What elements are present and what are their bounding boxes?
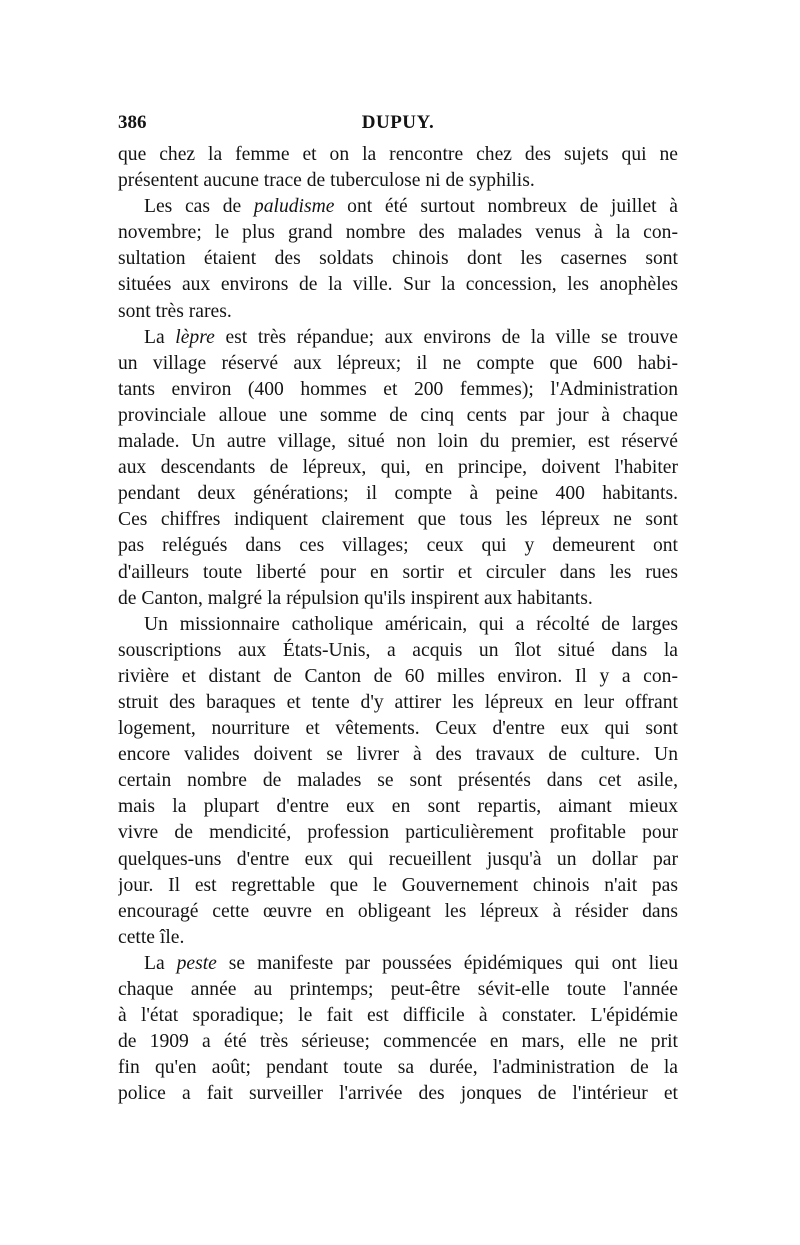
text-line: provinciale alloue une somme de cinq cents par jour à chaque (118, 404, 678, 426)
emphasized-term: peste (176, 952, 217, 974)
text-line: struit des baraques et tente d'y attirer les lépreux en leur offrant (118, 691, 678, 713)
text-line: novembre; le plus grand nombre des malades venus à la con- (118, 222, 678, 244)
text-line: Un missionnaire catholique américain, qui a récolté de larges (144, 613, 678, 635)
body-text (118, 142, 678, 1107)
text-line: mais la plupart d'entre eux en sont repartis, aimant mieux (118, 796, 678, 818)
text-line: tants environ (400 hommes et 200 femmes); l'Administration (118, 378, 678, 400)
running-head: DUPUY. (361, 112, 435, 133)
text-line: d'ailleurs toute liberté pour en sortir et circuler dans les rues (118, 561, 678, 583)
page-number: 386 (118, 112, 147, 133)
text-line: Les cas de paludisme ont été surtout nombreux de juillet à (144, 196, 678, 218)
text-line: certain nombre de malades se sont présentés dans cet asile, (118, 770, 678, 792)
text-line: Ces chiffres indiquent clairement que tous les lépreux ne sont (118, 509, 678, 531)
text-line: aux descendants de lépreux, qui, en principe, doivent l'habiter (118, 457, 678, 479)
text-line: pendant deux générations; il compte à peine 400 habitants. (118, 483, 678, 505)
text-line: situées aux environs de la ville. Sur la concession, les anophèles (118, 274, 678, 296)
text-line: encouragé cette œuvre en obligeant les lépreux à résider dans (118, 900, 678, 922)
text-line: à l'état sporadique; le fait est difficile à constater. L'épidémie (118, 1005, 678, 1027)
text-line: de Canton, malgré la répulsion qu'ils inspirent aux habitants. (118, 587, 593, 609)
text-line: fin qu'en août; pendant toute sa durée, l'administration de la (118, 1057, 678, 1079)
emphasized-term: paludisme (253, 196, 335, 218)
emphasized-term: lèpre (175, 326, 215, 348)
text-line: souscriptions aux États-Unis, a acquis un îlot situé dans la (118, 639, 678, 661)
book-page (118, 112, 678, 1107)
text-line: un village réservé aux lépreux; il ne compte que 600 habi- (118, 352, 678, 374)
page-header (118, 112, 678, 142)
text-line: cette île. (118, 926, 185, 948)
text-line: pas relégués dans ces villages; ceux qui y demeurent ont (118, 535, 678, 557)
text-line: que chez la femme et on la rencontre chez des sujets qui ne (118, 144, 678, 165)
text-line: de 1909 a été très sérieuse; commencée en mars, elle ne prit (118, 1031, 678, 1053)
paragraph (118, 194, 678, 324)
paragraph (118, 325, 678, 612)
text-line: rivière et distant de Canton de 60 milles environ. Il y a con- (118, 665, 678, 687)
text-line: sont très rares. (118, 300, 232, 322)
text-line: police a fait surveiller l'arrivée des jonques de l'intérieur et (118, 1083, 678, 1105)
paragraph (118, 951, 678, 1108)
text-line: jour. Il est regrettable que le Gouvernement chinois n'ait pas (118, 874, 678, 896)
text-line: La peste se manifeste par poussées épidémiques qui ont lieu (144, 952, 678, 974)
text-line: sultation étaient des soldats chinois dont les casernes sont (118, 248, 678, 270)
text-line: chaque année au printemps; peut-être sévit-elle toute l'année (118, 979, 678, 1000)
paragraph (118, 612, 678, 951)
text-line: présentent aucune trace de tuberculose ni de syphilis. (118, 170, 535, 192)
paragraph (118, 142, 678, 194)
text-line: quelques-uns d'entre eux qui recueillent jusqu'à un dollar par (118, 848, 678, 870)
text-line: encore valides doivent se livrer à des travaux de culture. Un (118, 744, 678, 766)
text-line: vivre de mendicité, profession particulièrement profitable pour (118, 822, 678, 844)
text-line: logement, nourriture et vêtements. Ceux d'entre eux qui sont (118, 718, 678, 740)
text-line: La lèpre est très répandue; aux environs de la ville se trouve (144, 326, 678, 348)
text-line: malade. Un autre village, situé non loin du premier, est réservé (118, 431, 678, 453)
